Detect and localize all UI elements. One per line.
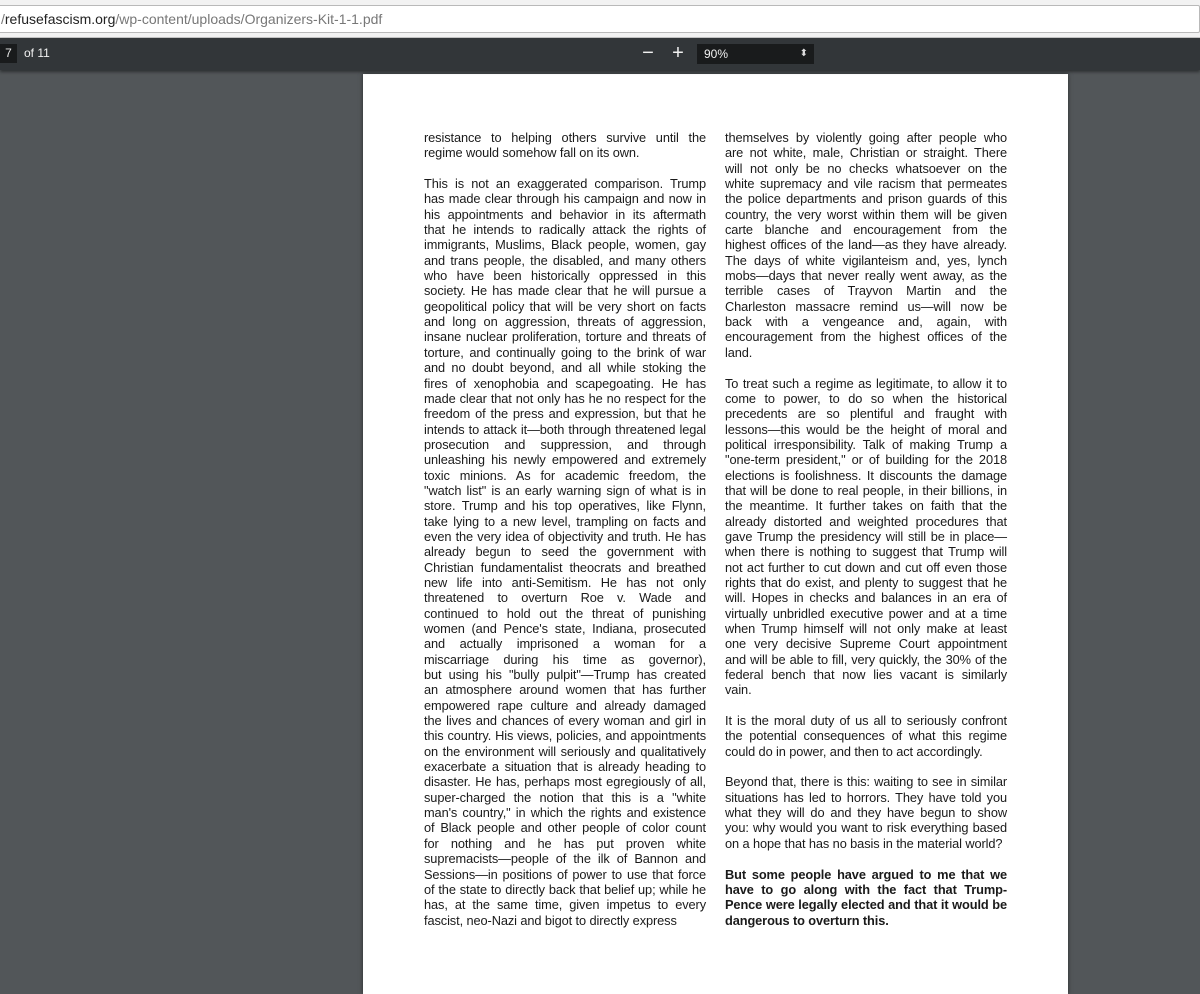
pdf-page [363,74,1068,994]
text-line: federal bench that now lies vacant is similarly [725,667,1007,683]
text-line: white supremacy and vile racism that permeates [725,176,1007,192]
text-line: an atmosphere around women that has further [424,682,706,698]
pdf-toolbar [0,38,1200,70]
text-line: the police departments and prison guards of this [725,191,1007,207]
text-line: even the very idea of objectivity and truth. He has [424,528,706,544]
paragraph [424,176,706,928]
text-line: themselves by violently going after people who [725,130,1007,145]
text-line: and actually imprisoned a woman for a [424,636,706,652]
zoom-select[interactable] [697,44,814,64]
text-line: To treat such a regime as legitimate, to allow it to [725,375,1007,391]
right-text-column [725,130,1007,943]
zoom-out-button[interactable]: − [642,42,654,64]
text-line: one very decisive Supreme Court appointment [725,636,1007,652]
text-line: you: why would you want to risk everything based [725,820,1007,836]
text-line: country, the very worst within them will be given [725,206,1007,222]
url-path: /wp-content/uploads/Organizers-Kit-1-1.pdf [115,11,383,27]
text-line: miscarriage during his time as governor), [424,651,706,667]
page-number-input[interactable]: 7 [0,44,17,63]
text-line: carte blanche and encouragement from the [725,222,1007,238]
text-line: his appointments and behavior in its aftermath [424,206,706,222]
text-line: exacerbate a situation that is already heading to [424,759,706,775]
text-line: and long on aggression, threats of aggression, [424,314,706,330]
text-line: women (and Pence's state, Indiana, prosecuted [424,621,706,636]
text-line: will. Hopes in checks and balances in an era of [725,590,1007,606]
text-line: has, at the same time, given impetus to every [424,897,706,913]
paragraph [725,867,1007,928]
text-line: Charleston massacre remind us—will now be [725,298,1007,314]
text-line: super-charged the notion that this is a "white [424,789,706,805]
text-line: fascist, neo-Nazi and bigot to directly express [424,912,677,928]
text-line: "one-term president," or of building for the 2018 [725,452,1007,468]
url-host: refusefascism.org [4,11,116,27]
text-line: resistance to helping others survive until the [424,130,706,145]
text-line: made clear that not only has he no respect for the [424,390,706,406]
text-line: will not only be no checks whatsoever on the [725,160,1007,176]
zoom-in-button[interactable]: + [672,42,684,64]
text-line: freedom of the press and expression, but that he [424,406,706,422]
paragraph [725,774,1007,851]
text-line: have to go along with the fact that Trump- [725,881,1007,897]
text-line: insane nuclear proliferation, torture and threats of [424,329,706,345]
text-line: intends to attack it—both through threatened legal [424,421,706,437]
text-line: gave Trump the presidency will still be in place— [725,528,1007,544]
text-line: are not white, male, Christian or straight. There [725,145,1007,161]
text-line: land. [725,344,753,360]
paragraph [725,376,1007,698]
text-line: and trans people, the disabled, and many others [424,252,706,268]
text-line: immigrants, Muslims, Black people, women, gay [424,237,706,253]
text-line: already distorted and weighted procedures that [725,513,1007,529]
text-line: fires of xenophobia and scapegoating. He has [424,375,706,391]
text-line: the meantime. It further takes on faith that the [725,498,1007,514]
text-line: It is the moral duty of us all to seriously confront [725,713,1007,729]
text-line: has made clear through his campaign and now in [424,191,706,207]
text-line: prosecution and suppression, and through [424,436,706,452]
text-line: Beyond that, there is this: waiting to see in similar [725,774,1007,790]
text-line: back with a vengeance and, again, with [725,314,1007,330]
text-line: on the environment will seriously and qualitatively [424,743,706,759]
text-line: encouragement from the highest offices of the [725,329,1007,345]
text-line: continued to hold out the threat of punishing [424,605,706,621]
text-line: but using his "bully pulpit"—Trump has created [424,667,706,683]
text-line: toxic minions. As for academic freedom, the [424,467,706,483]
url-prefix: / [1,11,5,27]
text-line: take lying to a new level, trampling on facts and [424,513,706,529]
text-line: supremacists—people of the ilk of Bannon and [424,851,706,867]
text-line: elections is foolishness. It discounts the damage [725,467,1007,483]
text-line: new life into anti-Semitism. He has not only [424,574,706,590]
text-line: terrible cases of Trayvon Martin and the [725,283,1007,299]
text-line: lessons—this would be the height of moral and [725,421,1007,437]
text-line: empowered rape culture and already damaged [424,697,706,713]
url-text [1,11,382,27]
text-line: torture, and continually going to the brink of war [424,344,706,360]
text-line: But some people have argued to me that we [725,866,1007,882]
text-line: "watch list" is an early warning sign of what is in [424,482,706,498]
text-line: that he intends to radically attack the rights of [424,222,706,238]
text-line: already begun to seed the government with [424,544,706,560]
text-line: come to power, to do so when the historical [725,390,1007,406]
text-line: disaster. He has, perhaps most egregiously of all, [424,774,706,790]
zoom-value: 90% [704,47,729,61]
text-line: The days of white vigilanteism and, yes, lynch [725,252,1007,268]
text-line: and will be able to fill, very quickly, the 30% of the [725,651,1007,667]
text-line: Christian fundamentalist theocrats and breathed [424,559,706,575]
text-line: what they will do and they have begun to show [725,805,1007,821]
text-line: highest offices of the land—as they have already. [725,237,1007,253]
page-count: of 11 [24,46,50,60]
text-line: geopolitical policy that will be very short on facts [424,298,706,314]
text-line: unleashing his newly empowered and extremely [424,452,706,468]
text-line: threatened to overturn Roe v. Wade and [424,590,706,606]
text-line: on a hope that has no basis in the material world? [725,835,1003,851]
text-line: and no doubt beyond, and all while stoking the [424,360,706,376]
url-input[interactable] [0,5,1200,33]
text-line: political irresponsibility. Talk of making Trump a [725,436,1007,452]
text-line: could do in power, and then to act accordingly. [725,743,983,759]
text-line: rights that do exist, and plenty to suggest that he [725,574,1007,590]
text-line: this country. His views, policies, and appointments [424,728,706,744]
text-line: who have been historically oppressed in this [424,268,706,284]
text-line: virtually unbridled executive power and at a time [725,605,1007,621]
text-line: This is not an exaggerated comparison. Trump [424,176,706,192]
paragraph [725,130,1007,360]
text-line: of Black people and other people of color count [424,820,706,836]
text-line: dangerous to overturn this. [725,912,889,928]
text-line: society. He has made clear that he will pursue a [424,283,706,299]
text-line: man's country," in which the rights and existence [424,805,706,821]
paragraph [725,713,1007,759]
left-text-column [424,130,706,943]
text-line: vain. [725,682,752,698]
text-line: the lives and chances of every woman and girl in [424,713,706,729]
text-line: when Trump himself will not only make at least [725,621,1007,636]
text-line: for nothing and he has put proven white [424,835,706,851]
text-line: situations has led to horrors. They have told you [725,789,1007,805]
text-line: mobs—days that never really went away, as the [725,268,1007,284]
paragraph [424,130,706,161]
text-line: precedents are so plentiful and fraught with [725,406,1007,422]
select-arrows-icon: ⬍ [799,48,808,59]
text-line: that will be done to real people, in their billions, in [725,482,1007,498]
text-line: the potential consequences of what this regime [725,728,1007,744]
text-line: store. Trump and his top operatives, like Flynn, [424,498,706,514]
text-line: Sessions—in positions of power to use that force [424,866,706,882]
text-line: when there is nothing to suggest that Trump will [725,544,1007,560]
text-line: of the state to directly back that belief up; while he [424,881,706,897]
address-bar [0,0,1200,38]
text-line: regime would somehow fall on its own. [424,145,640,161]
text-line: not act further to cut down and cut off even those [725,559,1007,575]
text-line: Pence were legally elected and that it would be [725,897,1007,913]
